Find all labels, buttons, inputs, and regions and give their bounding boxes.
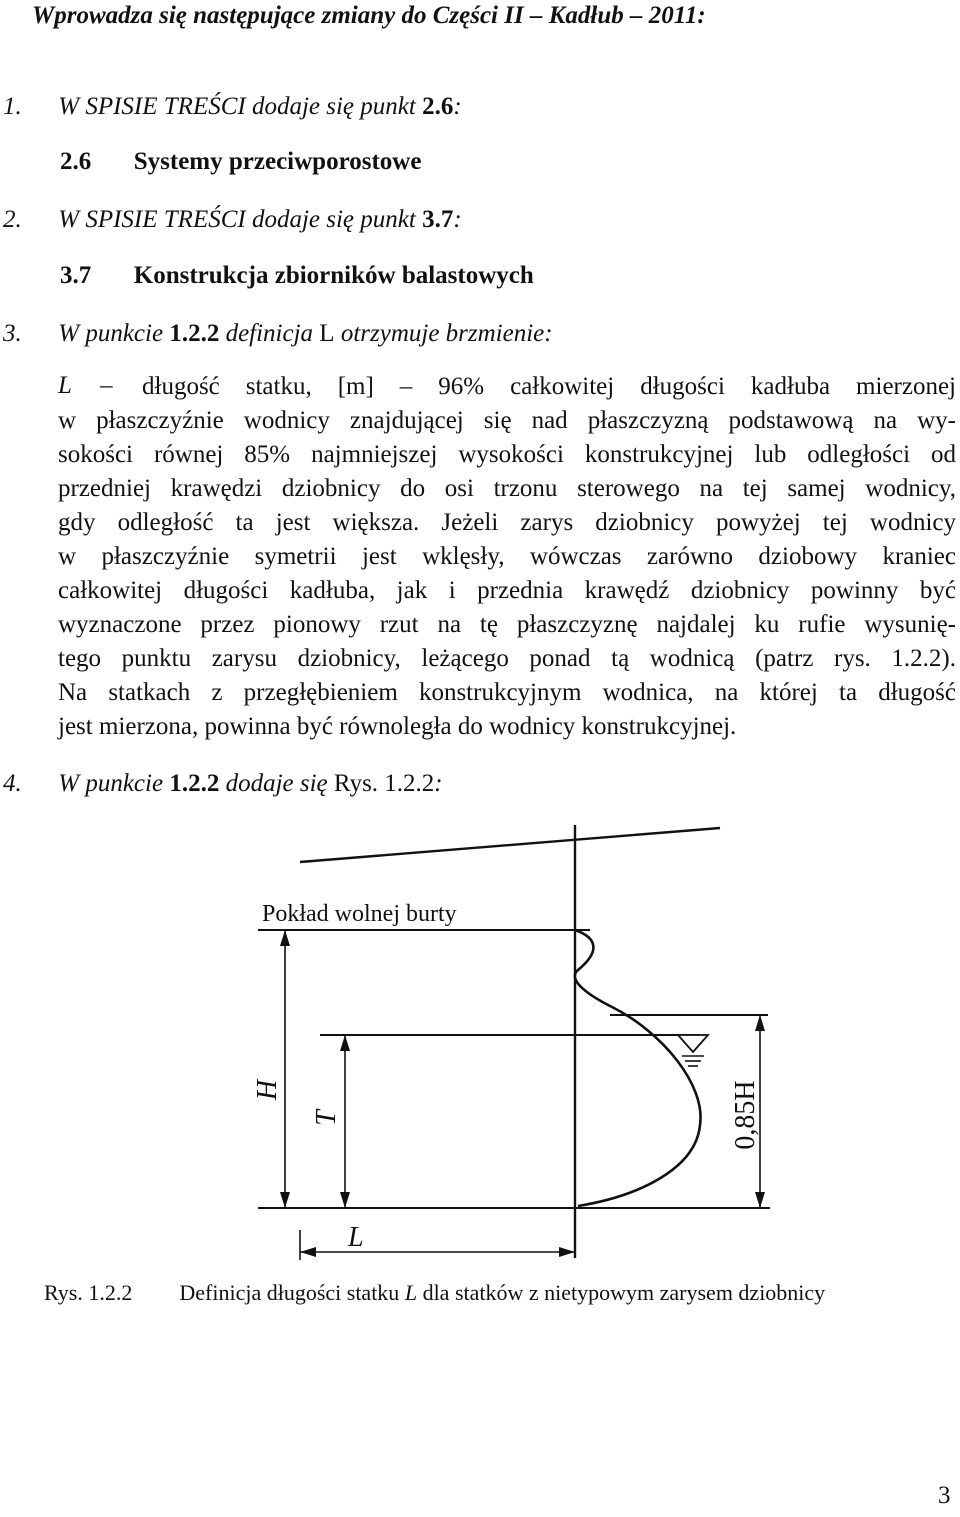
label-085H: 0,85H	[730, 1080, 761, 1150]
definition-line: sokości równej 85% najmniejszej wysokości konstrukcyjnej lub odległości od	[58, 441, 956, 468]
toc-entry-number: 2.6	[60, 148, 92, 175]
item-4-ref: 1.2.2	[169, 770, 220, 797]
definition-line: gdy odległość ta jest większa. Jeżeli zarys dziobnicy powyżej tej wodnicy	[58, 509, 956, 536]
caption-text-tail: dla statków z nietypowym zarysem dziobnicy	[417, 1280, 826, 1305]
item-4-mid: dodaje się	[219, 770, 334, 797]
label-T: T	[311, 1110, 342, 1126]
definition-line: całkowitej długości kadłuba, jak i przednia krawędź dziobnicy powinny być	[58, 577, 956, 604]
item-1-text: W SPISIE TREŚCI dodaje się punkt	[58, 93, 423, 120]
label-H: H	[252, 1079, 283, 1101]
definition-line: jest mierzona, powinna być równoległa do wodnicy konstrukcyjnej.	[58, 713, 737, 740]
item-3-mid: definicja	[219, 320, 320, 347]
item-3-symbol: L	[319, 320, 335, 347]
caption-symbol: L	[404, 1280, 418, 1305]
toc-entry-title: Systemy przeciwporostowe	[133, 148, 422, 175]
item-4-figure-ref: Rys. 1.2.2	[333, 770, 435, 797]
item-1-number: 1.	[3, 93, 22, 120]
deck-label: Pokład wolnej burty	[262, 901, 457, 927]
definition-line: wyznaczone przez pionowy rzut na tę płaszczyznę najdalej ku rufie wysunię-	[58, 611, 956, 638]
item-2-text: W SPISIE TREŚCI dodaje się punkt	[58, 206, 423, 233]
item-2-colon: :	[453, 206, 462, 233]
figure-caption	[44, 1280, 825, 1306]
definition-line: tego punktu zarysu dziobnicy, leżącego ponad tą wodnicą (patrz rys. 1.2.2).	[58, 645, 956, 672]
page-number: 3	[938, 1482, 951, 1509]
definition-line: Na statkach z przegłębieniem konstrukcyjnym wodnica, na której ta długość	[58, 679, 956, 706]
definition-line: w płaszczyźnie wodnicy znajdującej się nad płaszczyzną podstawową na wy-	[58, 407, 956, 434]
item-4-colon: :	[434, 770, 443, 797]
bow-contour	[575, 930, 701, 1206]
item-1-colon: :	[453, 93, 462, 120]
toc-entry-number: 3.7	[60, 262, 92, 289]
item-1-ref: 2.6	[422, 93, 454, 120]
definition-line: długość statku, [m] – 96% całkowitej długości kadłuba mierzonej	[142, 373, 956, 400]
item-3-ref: 1.2.2	[169, 320, 220, 347]
definition-dash: –	[100, 372, 113, 399]
item-2-number: 2.	[3, 206, 22, 233]
item-3-number: 3.	[3, 320, 22, 347]
item-3-tail: otrzymuje brzmienie:	[334, 320, 553, 347]
page-heading: Wprowadza się następujące zmiany do Części II – Kadłub – 2011:	[32, 2, 706, 29]
label-L: L	[348, 1222, 364, 1253]
item-3-text: W punkcie	[58, 320, 170, 347]
toc-entry-title: Konstrukcja zbiorników balastowych	[133, 262, 534, 289]
caption-text: Definicja długości statku	[179, 1280, 405, 1305]
item-4-number: 4.	[3, 770, 22, 797]
item-2-ref: 3.7	[422, 206, 454, 233]
definition-symbol: L	[58, 372, 72, 399]
item-4-text: W punkcie	[58, 770, 170, 797]
definition-line: przedniej krawędzi dziobnicy do osi trzonu sterowego na tej samej wodnicy,	[58, 475, 956, 502]
definition-line: w płaszczyźnie symetrii jest wklęsły, wówczas zarówno dziobowy kraniec	[58, 543, 956, 570]
waterline-symbol	[678, 1035, 708, 1066]
caption-number: Rys. 1.2.2	[44, 1280, 133, 1305]
deck-sheer-line	[300, 828, 720, 862]
